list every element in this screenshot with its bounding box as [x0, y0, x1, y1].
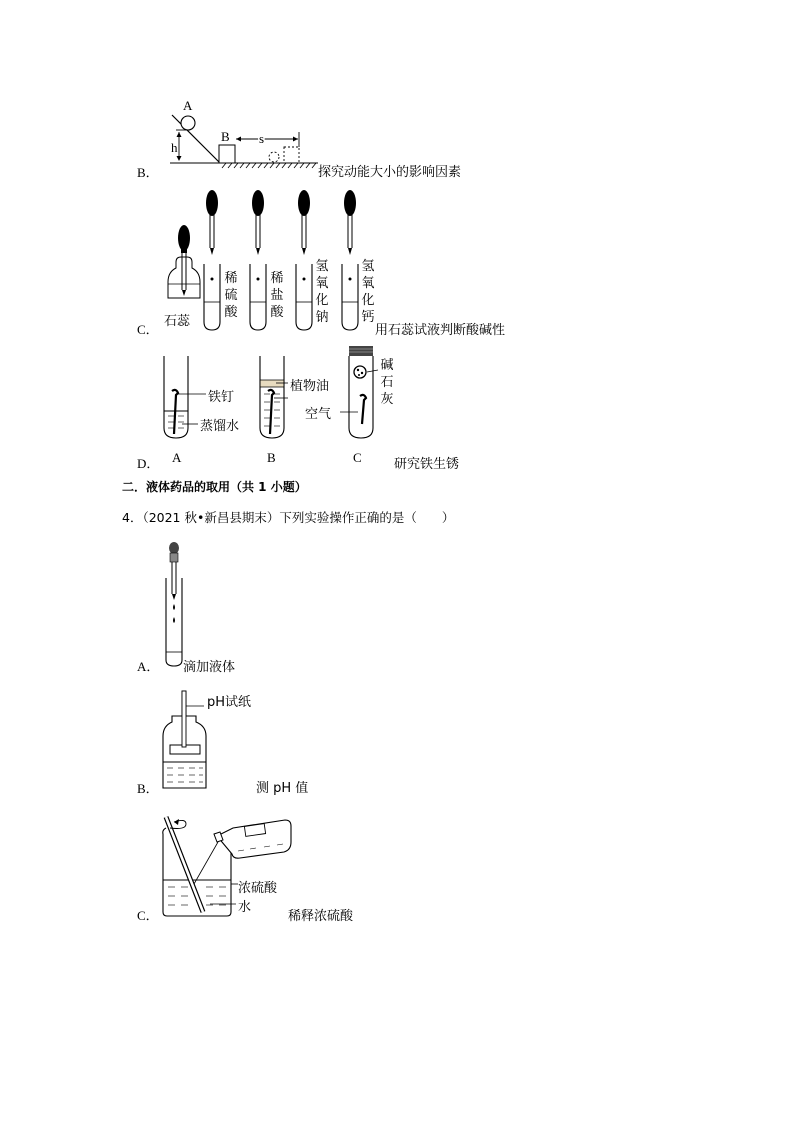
- tube-label-sulfuric-acid: 稀硫酸: [224, 271, 238, 320]
- section-heading: 二．液体药品的取用（共 1 小题）: [122, 480, 307, 494]
- tube-b-label: B: [267, 450, 276, 465]
- point-a-label: A: [183, 98, 193, 113]
- q3-option-c-caption: 用石蕊试液判断酸碱性: [375, 323, 506, 338]
- q3-option-b-caption: 探究动能大小的影响因素: [318, 165, 462, 180]
- q4-option-b-label: B．: [137, 781, 159, 796]
- height-label: h: [171, 140, 178, 155]
- block-b-label: B: [221, 129, 230, 144]
- tube-c-label: C: [353, 450, 362, 465]
- tube-label-calcium-hydroxide: 氢氧化钙: [361, 259, 375, 325]
- tube-label-hydrochloric-acid: 稀盐酸: [270, 271, 284, 320]
- litmus-bottle-label: 石蕊: [164, 314, 191, 329]
- tube-a-label: A: [172, 450, 182, 465]
- q3-option-d-label: D．: [137, 456, 160, 471]
- conc-acid-label: 浓硫酸: [238, 881, 278, 896]
- ph-paper-label: pH试纸: [207, 695, 252, 710]
- q4-option-a-label: A．: [137, 659, 160, 674]
- q4-option-c-label: C．: [137, 908, 159, 923]
- distance-label: s: [259, 131, 265, 146]
- q3-option-c-label: C．: [137, 322, 159, 337]
- q4-option-b-caption: 测 pH 值: [256, 781, 309, 796]
- q4-option-c-caption: 稀释浓硫酸: [288, 909, 354, 924]
- air-label: 空气: [305, 407, 332, 422]
- water-label: 水: [238, 900, 252, 915]
- iron-nail-label: 铁钉: [208, 390, 235, 405]
- vegetable-oil-label: 植物油: [290, 379, 330, 394]
- q3-option-b-label: B．: [137, 165, 159, 180]
- tube-label-sodium-hydroxide: 氢氧化钠: [315, 259, 329, 325]
- q4-option-a-caption: 滴加液体: [183, 660, 236, 675]
- q3-option-d-caption: 研究铁生锈: [394, 457, 460, 472]
- question-4-stem: 4．（2021 秋•新昌县期末）下列实验操作正确的是（ ）: [122, 510, 455, 525]
- soda-lime-label: 碱石灰: [380, 358, 394, 407]
- distilled-water-label: 蒸馏水: [200, 419, 240, 434]
